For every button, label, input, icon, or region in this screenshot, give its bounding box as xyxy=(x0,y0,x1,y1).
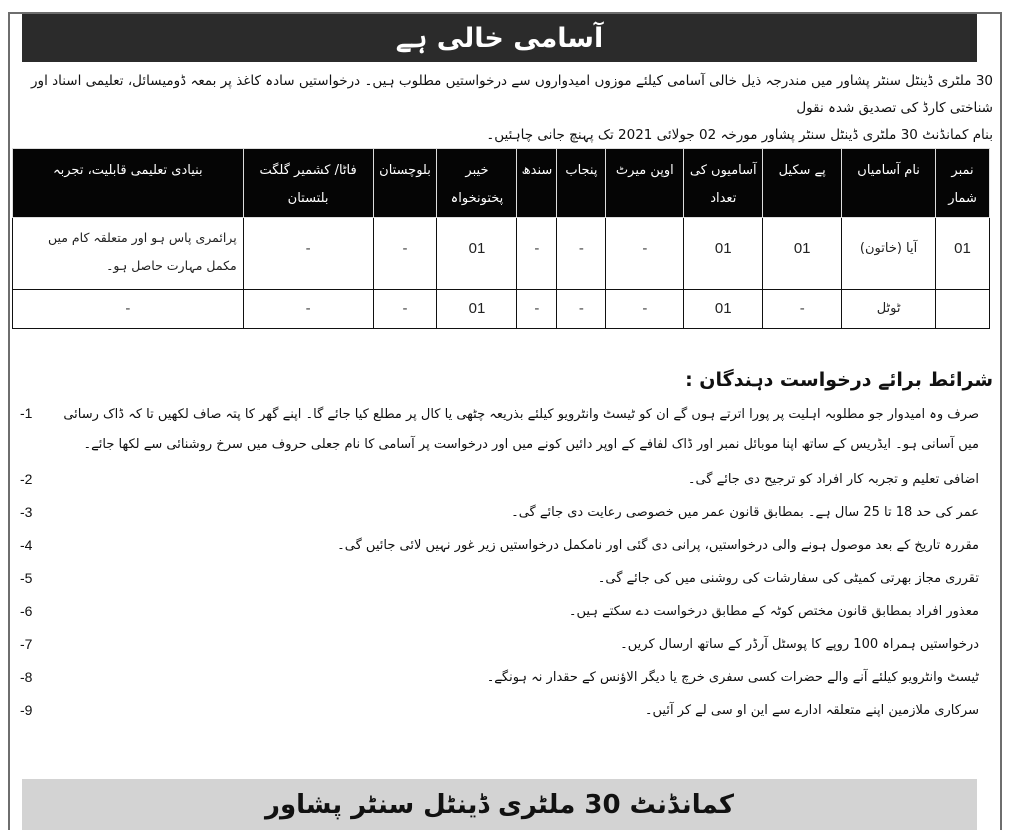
header-serial: نمبر شمار xyxy=(936,149,990,218)
term-item xyxy=(18,631,993,658)
term-item xyxy=(18,598,993,625)
advert-title-bar xyxy=(22,14,977,62)
cell-kpk: 01 xyxy=(437,218,517,290)
total-serial xyxy=(936,290,990,329)
intro-line-1: 30 ملٹری ڈینٹل سنٹر پشاور میں مندرجہ ذیل خالی آسامی کیلئے موزوں امیدواروں سے درخواستیں مطلوب ہیں۔ درخواستیں سادہ کاغذ پر بمعہ ڈومیسائل، تعلیمی اسناد اور شناختی کارڈ کی تصدیق شدہ نقول xyxy=(31,73,993,116)
cell-posts-count: 01 xyxy=(684,218,763,290)
total-qualification: - xyxy=(13,290,244,329)
term-number: -8 xyxy=(20,669,33,685)
total-posts-count: 01 xyxy=(684,290,763,329)
term-item xyxy=(18,400,993,460)
cell-post-name: آیا (خاتون) xyxy=(842,218,936,290)
cell-open-merit: - xyxy=(606,218,684,290)
term-number: -5 xyxy=(20,570,33,586)
intro-line-2: بنام کمانڈنٹ 30 ملٹری ڈینٹل سنٹر پشاور مورخہ 02 جولائی 2021 تک پہنچ جانی چاہئیں۔ xyxy=(486,127,993,143)
term-number: -2 xyxy=(20,471,33,487)
term-item xyxy=(18,565,993,592)
term-item xyxy=(18,499,993,526)
cell-qualification: پرائمری پاس ہو اور متعلقہ کام میں مکمل مہارت حاصل ہو۔ xyxy=(13,218,244,290)
header-sindh: سندھ xyxy=(517,149,557,218)
header-fata-ajk-gb: فاٹا/ کشمیر گلگت بلتستان xyxy=(243,149,373,218)
term-text: درخواستیں ہمراہ 100 روپے کا پوسٹل آرڈر کے ساتھ ارسال کریں۔ xyxy=(620,637,979,652)
cell-fata-ajk-gb: - xyxy=(243,218,373,290)
total-label: ٹوٹل xyxy=(842,290,936,329)
terms-list xyxy=(18,400,993,730)
header-qualification: بنیادی تعلیمی قابلیت، تجربہ xyxy=(13,149,244,218)
term-text: معذور افراد بمطابق قانون مختص کوٹہ کے مطابق درخواست دے سکتے ہیں۔ xyxy=(568,604,979,619)
term-item xyxy=(18,664,993,691)
term-text: عمر کی حد 18 تا 25 سال ہے۔ بمطابق قانون عمر میں خصوصی رعایت دی جائے گی۔ xyxy=(511,505,979,520)
vacancy-table xyxy=(12,148,990,329)
term-text: اضافی تعلیم و تجربہ کار افراد کو ترجیح دی جائے گی۔ xyxy=(687,472,979,487)
total-pay-scale: - xyxy=(763,290,842,329)
total-open-merit: - xyxy=(606,290,684,329)
terms-heading: شرائط برائے درخواست دہندگان : xyxy=(685,369,993,391)
term-text: ٹیسٹ وانٹرویو کیلئے آنے والے حضرات کسی سفری خرچ یا دیگر الاؤنس کے حقدار نہ ہونگے۔ xyxy=(486,670,979,685)
term-number: -3 xyxy=(20,504,33,520)
term-number: -6 xyxy=(20,603,33,619)
cell-serial: 01 xyxy=(936,218,990,290)
header-pay-scale: پے سکیل xyxy=(763,149,842,218)
header-punjab: پنجاب xyxy=(557,149,606,218)
header-posts-count: آسامیوں کی تعداد xyxy=(684,149,763,218)
cell-balochistan: - xyxy=(373,218,437,290)
header-balochistan: بلوچستان xyxy=(373,149,437,218)
table-header-row xyxy=(13,149,990,218)
term-number: -7 xyxy=(20,636,33,652)
total-kpk: 01 xyxy=(437,290,517,329)
term-item xyxy=(18,466,993,493)
term-text: تقرری مجاز بھرتی کمیٹی کی سفارشات کی روشنی میں کی جائے گی۔ xyxy=(597,571,979,586)
term-number: -9 xyxy=(20,702,33,718)
header-kpk: خیبر پختونخواہ xyxy=(437,149,517,218)
header-post-name: نام آسامیاں xyxy=(842,149,936,218)
advert-title: آسامی خالی ہے xyxy=(395,22,604,54)
table-row xyxy=(13,218,990,290)
issuer-name: کمانڈنٹ 30 ملٹری ڈینٹل سنٹر پشاور xyxy=(265,789,735,820)
total-punjab: - xyxy=(557,290,606,329)
cell-punjab: - xyxy=(557,218,606,290)
total-balochistan: - xyxy=(373,290,437,329)
term-text: صرف وہ امیدوار جو مطلوبہ اہلیت پر پورا اترتے ہوں گے ان کو ٹیسٹ وانٹرویو کیلئے بذریعہ چٹھی یا کال پر مطلع کیا جائے گا۔ اپنے گھر کا پتہ صاف لکھیں تا کہ ڈاک رسائی میں آسانی ہو۔ ایڈریس کے ساتھ اپنا موبائل نمبر اور ڈاک لفافے کے اوپر دائیں کونے میں اور درخواست پر آسامی کا نام جعلی حروف میں سرخ روشنائی سے لکھا جائے۔ xyxy=(63,407,979,452)
cell-pay-scale: 01 xyxy=(763,218,842,290)
issuer-footer-bar xyxy=(22,779,977,830)
total-fata-ajk-gb: - xyxy=(243,290,373,329)
cell-sindh: - xyxy=(517,218,557,290)
total-sindh: - xyxy=(517,290,557,329)
term-item xyxy=(18,697,993,724)
term-text: سرکاری ملازمین اپنے متعلقہ ادارے سے این او سی لے کر آئیں۔ xyxy=(644,703,979,718)
term-number: -4 xyxy=(20,537,33,553)
header-open-merit: اوپن میرٹ xyxy=(606,149,684,218)
advert-intro xyxy=(18,68,993,149)
table-total-row xyxy=(13,290,990,329)
term-item xyxy=(18,532,993,559)
term-text: مقررہ تاریخ کے بعد موصول ہونے والی درخواستیں، پرانی دی گئی اور نامکمل درخواستیں زیر غور نہیں لائی جائیں گی۔ xyxy=(337,538,979,553)
term-number: -1 xyxy=(20,405,33,421)
